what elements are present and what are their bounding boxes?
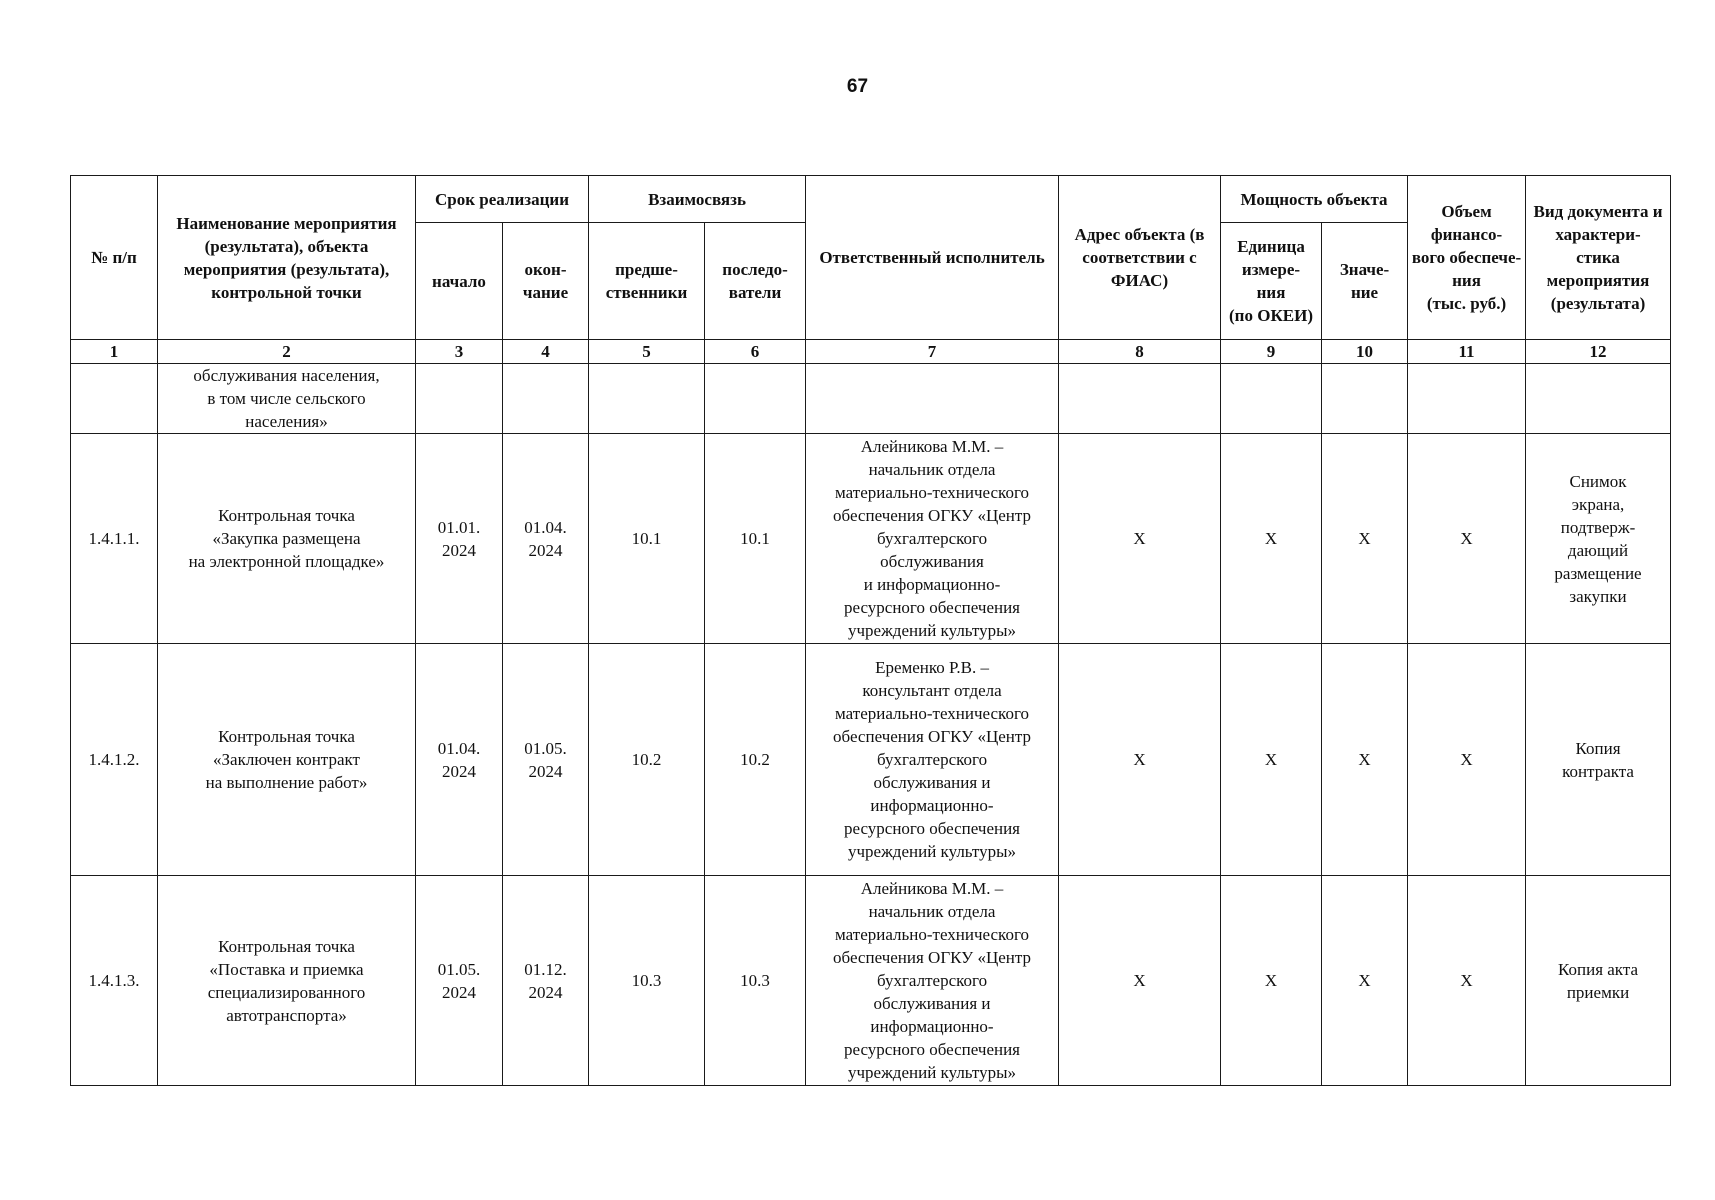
header-end: окон- чание xyxy=(503,223,589,340)
column-number: 3 xyxy=(416,340,503,364)
page-number: 67 xyxy=(846,76,869,97)
header-unit: Единица измере- ния (по ОКЕИ) xyxy=(1221,223,1322,340)
row-address: X xyxy=(1059,434,1221,644)
row-responsible: Алейникова М.М. – начальник отдела материально-технического обеспечения ОГКУ «Центр бухгалтерского обслуживания и информационно- ресурсного обеспечения учреждений культуры» xyxy=(806,434,1059,644)
continuation-name: обслуживания населения, в том числе сельского населения» xyxy=(158,364,416,434)
table-row xyxy=(71,434,1671,644)
header-value: Значе- ние xyxy=(1322,223,1408,340)
header-name: Наименование мероприятия (результата), объекта мероприятия (результата), контрольной точки xyxy=(158,176,416,340)
row-value: X xyxy=(1322,876,1408,1086)
row-successors: 10.1 xyxy=(705,434,806,644)
row-name: Контрольная точка «Заключен контракт на выполнение работ» xyxy=(158,644,416,876)
header-address: Адрес объекта (в соответствии с ФИАС) xyxy=(1059,176,1221,340)
header-predecessors: предше- ственники xyxy=(589,223,705,340)
continuation-row xyxy=(71,364,1671,434)
row-finance: X xyxy=(1408,876,1526,1086)
row-responsible: Алейникова М.М. – начальник отдела материально-технического обеспечения ОГКУ «Центр бухгалтерского обслуживания и информационно- ресурсного обеспечения учреждений культуры» xyxy=(806,876,1059,1086)
row-unit: X xyxy=(1221,434,1322,644)
header-start: начало xyxy=(416,223,503,340)
header-successors: последо- ватели xyxy=(705,223,806,340)
table-row xyxy=(71,876,1671,1086)
row-finance: X xyxy=(1408,434,1526,644)
row-predecessors: 10.1 xyxy=(589,434,705,644)
row-value: X xyxy=(1322,434,1408,644)
column-number: 8 xyxy=(1059,340,1221,364)
header-relation: Взаимосвязь xyxy=(589,176,806,223)
row-num: 1.4.1.1. xyxy=(71,434,158,644)
row-address: X xyxy=(1059,644,1221,876)
column-number: 12 xyxy=(1526,340,1671,364)
row-end: 01.05. 2024 xyxy=(503,644,589,876)
row-end: 01.04. 2024 xyxy=(503,434,589,644)
column-number: 1 xyxy=(71,340,158,364)
row-start: 01.05. 2024 xyxy=(416,876,503,1086)
column-number: 7 xyxy=(806,340,1059,364)
row-num: 1.4.1.2. xyxy=(71,644,158,876)
plan-table xyxy=(70,175,1671,1086)
column-number: 2 xyxy=(158,340,416,364)
column-number: 4 xyxy=(503,340,589,364)
row-end: 01.12. 2024 xyxy=(503,876,589,1086)
row-name: Контрольная точка «Поставка и приемка специализированного автотранспорта» xyxy=(158,876,416,1086)
row-successors: 10.2 xyxy=(705,644,806,876)
header-responsible: Ответственный исполнитель xyxy=(806,176,1059,340)
column-number: 10 xyxy=(1322,340,1408,364)
header-doc-type: Вид документа и характери- стика мероприятия (результата) xyxy=(1526,176,1671,340)
row-start: 01.01. 2024 xyxy=(416,434,503,644)
row-doc: Копия контракта xyxy=(1526,644,1671,876)
row-unit: X xyxy=(1221,876,1322,1086)
row-predecessors: 10.2 xyxy=(589,644,705,876)
row-doc: Копия акта приемки xyxy=(1526,876,1671,1086)
column-number: 5 xyxy=(589,340,705,364)
row-name: Контрольная точка «Закупка размещена на электронной площадке» xyxy=(158,434,416,644)
header-period: Срок реализации xyxy=(416,176,589,223)
column-number: 9 xyxy=(1221,340,1322,364)
row-successors: 10.3 xyxy=(705,876,806,1086)
row-address: X xyxy=(1059,876,1221,1086)
header-capacity: Мощность объекта xyxy=(1221,176,1408,223)
header-num: № п/п xyxy=(71,176,158,340)
column-number-row xyxy=(71,340,1671,364)
column-number: 6 xyxy=(705,340,806,364)
row-responsible: Еременко Р.В. – консультант отдела материально-технического обеспечения ОГКУ «Центр бухгалтерского обслуживания и информационно- ресурсного обеспечения учреждений культуры» xyxy=(806,644,1059,876)
row-num: 1.4.1.3. xyxy=(71,876,158,1086)
row-start: 01.04. 2024 xyxy=(416,644,503,876)
row-finance: X xyxy=(1408,644,1526,876)
row-predecessors: 10.3 xyxy=(589,876,705,1086)
row-value: X xyxy=(1322,644,1408,876)
table-row xyxy=(71,644,1671,876)
column-number: 11 xyxy=(1408,340,1526,364)
row-doc: Снимок экрана, подтверж- дающий размещение закупки xyxy=(1526,434,1671,644)
row-unit: X xyxy=(1221,644,1322,876)
header-finance: Объем финансо- вого обеспече- ния (тыс. руб.) xyxy=(1408,176,1526,340)
